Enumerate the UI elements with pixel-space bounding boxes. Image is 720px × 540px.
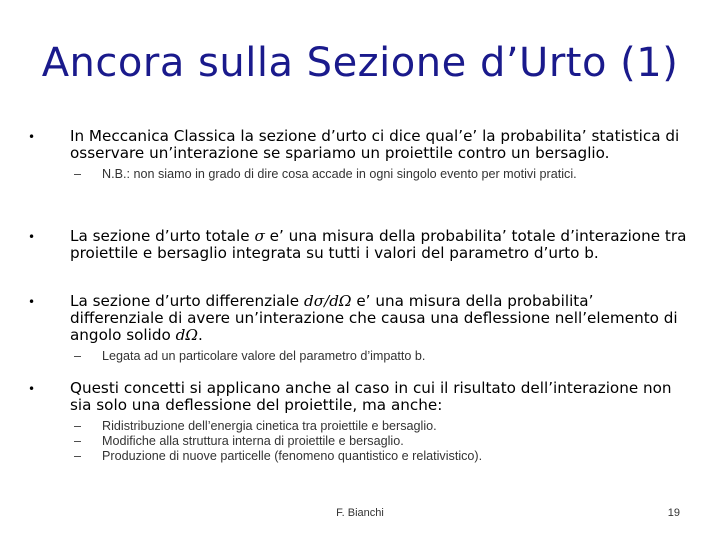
sub-item-text: Modifiche alla struttura interna di proiettile e bersaglio. — [102, 434, 404, 448]
bullet-marker: • — [28, 382, 36, 396]
sub-item-text: N.B.: non siamo in grado di dire cosa accade in ogni singolo evento per motivi pratici. — [102, 167, 577, 181]
sub-item — [74, 419, 688, 434]
bullet-item-2 — [28, 228, 688, 262]
bullet-text-2-pre: La sezione d’urto totale — [70, 227, 255, 245]
sub-item — [74, 349, 688, 364]
sigma-symbol: σ — [254, 227, 265, 245]
bullet-marker: • — [28, 230, 36, 244]
sub-bullet-marker: – — [74, 167, 82, 181]
bullet-text-2-post: e’ una misura della probabilita’ totale d’interazione tra proiettile e bersaglio integrata su tutti i valori del parametro d’urto b. — [70, 227, 687, 262]
bullet-text-3-mid: e’ una misura della probabilita’ differenziale di avere un’interazione che causa una deflessione nell’elemento di angolo solido — [70, 292, 678, 344]
sub-list-3 — [74, 349, 688, 364]
bullet-text-3-pre: La sezione d’urto differenziale — [70, 292, 304, 310]
sub-bullet-marker: – — [74, 449, 82, 463]
sub-item — [74, 167, 688, 182]
bullet-text-4: Questi concetti si applicano anche al caso in cui il risultato dell’interazione non sia solo una deflessione del proiettile, ma anche: — [70, 379, 672, 414]
domega-symbol: dΩ — [175, 326, 198, 344]
footer-author: F. Bianchi — [336, 507, 384, 519]
bullet-marker: • — [28, 295, 36, 309]
dsigma-domega-symbol: dσ/dΩ — [303, 292, 352, 310]
sub-item — [74, 449, 688, 464]
bullet-text-3-post: . — [197, 326, 203, 344]
bullet-text-2 — [70, 228, 688, 262]
bullet-marker: • — [28, 130, 36, 144]
sub-item-text: Legata ad un particolare valore del parametro d’impatto b. — [102, 349, 426, 363]
bullet-text-3 — [70, 293, 688, 344]
sub-bullet-marker: – — [74, 419, 82, 433]
sub-item — [74, 434, 688, 449]
bullet-item-3 — [28, 293, 688, 364]
bullet-item-4 — [28, 380, 688, 464]
sub-list-4 — [74, 419, 688, 464]
page-number: 19 — [667, 507, 680, 519]
sub-list-1 — [74, 167, 688, 182]
sub-item-text: Ridistribuzione dell’energia cinetica tra proiettile e bersaglio. — [102, 419, 437, 433]
sub-item-text: Produzione di nuove particelle (fenomeno quantistico e relativistico). — [102, 449, 483, 463]
slide-title: Ancora sulla Sezione d’Urto (1) — [41, 40, 679, 86]
sub-bullet-marker: – — [74, 349, 82, 363]
bullet-text-1: In Meccanica Classica la sezione d’urto ci dice qual’e’ la probabilita’ statistica di osservare un’interazione se spariamo un proiettile contro un bersaglio. — [70, 127, 680, 162]
bullet-item-1 — [28, 128, 688, 182]
sub-bullet-marker: – — [74, 434, 82, 448]
